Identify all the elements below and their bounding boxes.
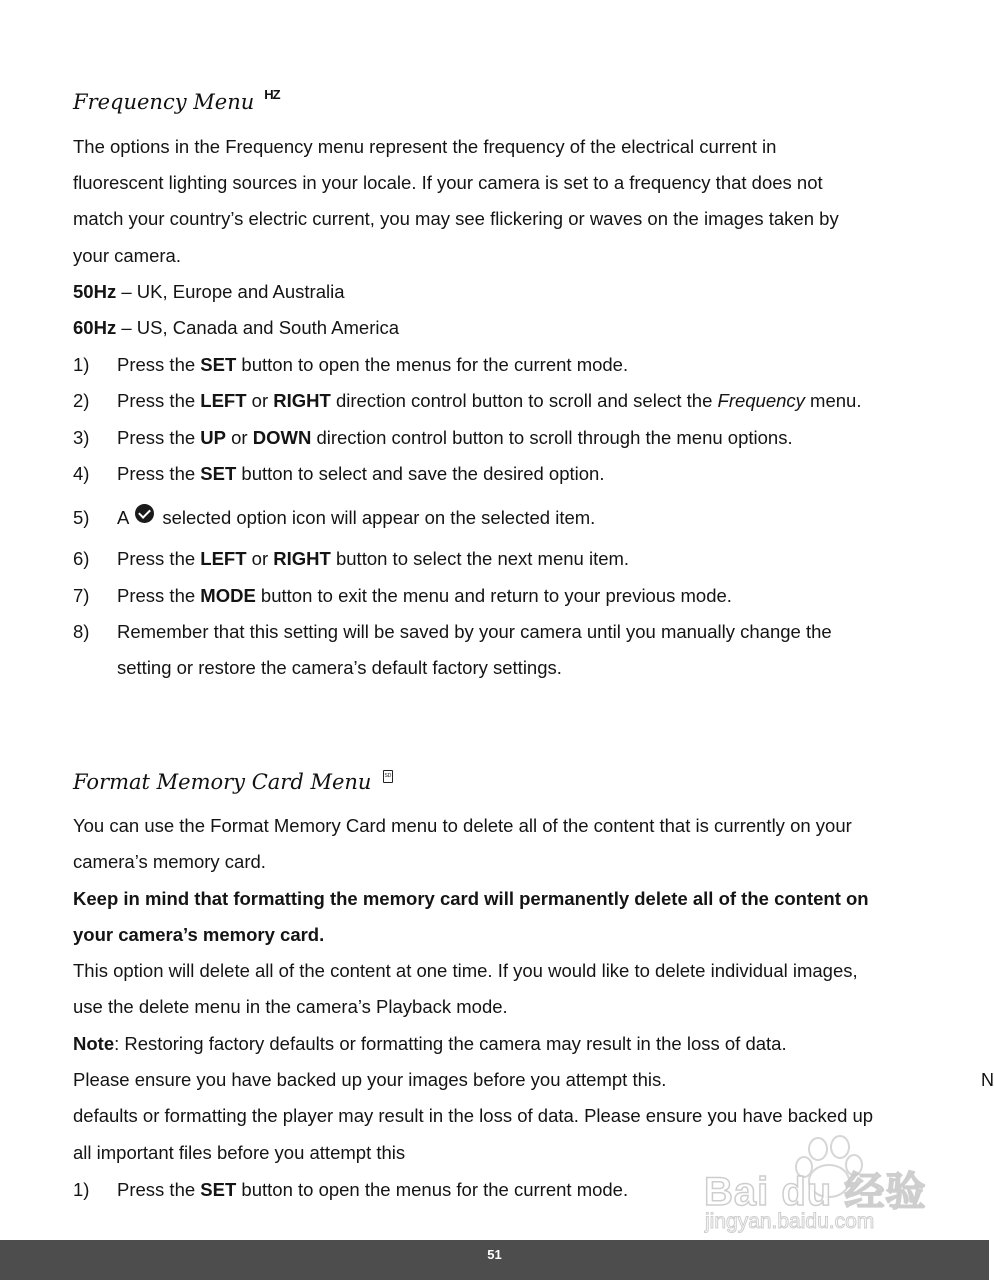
step-number: 8)	[73, 621, 90, 642]
format-note: Note: Restoring factory defaults or formatting the camera may result in the loss of data.	[73, 1033, 787, 1054]
step-8-line-2: setting or restore the camera’s default factory settings.	[117, 657, 562, 678]
step-4: Press the SET button to select and save the desired option.	[117, 463, 605, 484]
option-50hz: 50Hz – UK, Europe and Australia	[73, 281, 345, 302]
frequency-menu-heading	[73, 87, 280, 114]
format-details-line-2: use the delete menu in the camera’s Playback mode.	[73, 996, 508, 1017]
watermark-logo-text: Bai du 经验	[704, 1170, 927, 1214]
step-7: Press the MODE button to exit the menu and return to your previous mode.	[117, 585, 732, 606]
step-number: 7)	[73, 585, 90, 606]
watermark-url: jingyan.baidu.com	[705, 1210, 875, 1233]
step-6: Press the LEFT or RIGHT button to select the next menu item.	[117, 548, 630, 569]
step-number: 2)	[73, 390, 90, 411]
format-extra-line-2: defaults or formatting the player may result in the loss of data. Please ensure you have backed up	[73, 1105, 874, 1126]
step-8-line-1: Remember that this setting will be saved by your camera until you manually change the	[117, 621, 832, 642]
step-number: 6)	[73, 548, 90, 569]
step-number: 5)	[73, 507, 90, 528]
format-intro-line-1: You can use the Format Memory Card menu to delete all of the content that is currently on your	[73, 815, 852, 836]
frequency-intro-line-1: The options in the Frequency menu represent the frequency of the electrical current in	[73, 136, 777, 157]
format-step-1: Press the SET button to open the menus for the current mode.	[117, 1179, 629, 1200]
format-menu-heading	[73, 770, 393, 794]
page-footer	[0, 1240, 989, 1280]
format-extra-line-1: Please ensure you have backed up your images before you attempt this.	[73, 1069, 667, 1090]
format-warning-line-2: your camera’s memory card.	[73, 924, 325, 945]
step-number: 1)	[73, 1179, 90, 1200]
page-number: 51	[487, 1247, 502, 1262]
option-60hz: 60Hz – US, Canada and South America	[73, 317, 400, 338]
cut-off-fragment: N	[981, 1070, 994, 1090]
step-3: Press the UP or DOWN direction control button to scroll through the menu options.	[117, 427, 793, 448]
selected-check-icon	[135, 504, 154, 523]
frequency-intro-line-3: match your country’s electric current, you may see flickering or waves on the images taken by	[73, 208, 839, 229]
hz-icon: HZ	[264, 87, 280, 102]
frequency-intro-line-2: fluorescent lighting sources in your locale. If your camera is set to a frequency that does not	[73, 172, 823, 193]
frequency-menu-title: Frequency Menu	[73, 90, 255, 114]
sd-card-icon	[383, 770, 393, 783]
format-menu-title: Format Memory Card Menu	[73, 770, 372, 794]
frequency-intro-line-4: your camera.	[73, 245, 181, 266]
step-number: 1)	[73, 354, 90, 375]
step-number: 3)	[73, 427, 90, 448]
step-1: Press the SET button to open the menus for the current mode.	[117, 354, 629, 375]
format-warning-line-1: Keep in mind that formatting the memory card will permanently delete all of the content on	[73, 888, 869, 909]
format-intro-line-2: camera’s memory card.	[73, 851, 266, 872]
step-5: A selected option icon will appear on the selected item.	[117, 507, 595, 529]
step-number: 4)	[73, 463, 90, 484]
step-2: Press the LEFT or RIGHT direction control button to scroll and select the Frequency menu.	[117, 390, 862, 411]
format-details-line-1: This option will delete all of the content at one time. If you would like to delete individual images,	[73, 960, 858, 981]
format-extra-line-3: all important files before you attempt this	[73, 1142, 406, 1163]
